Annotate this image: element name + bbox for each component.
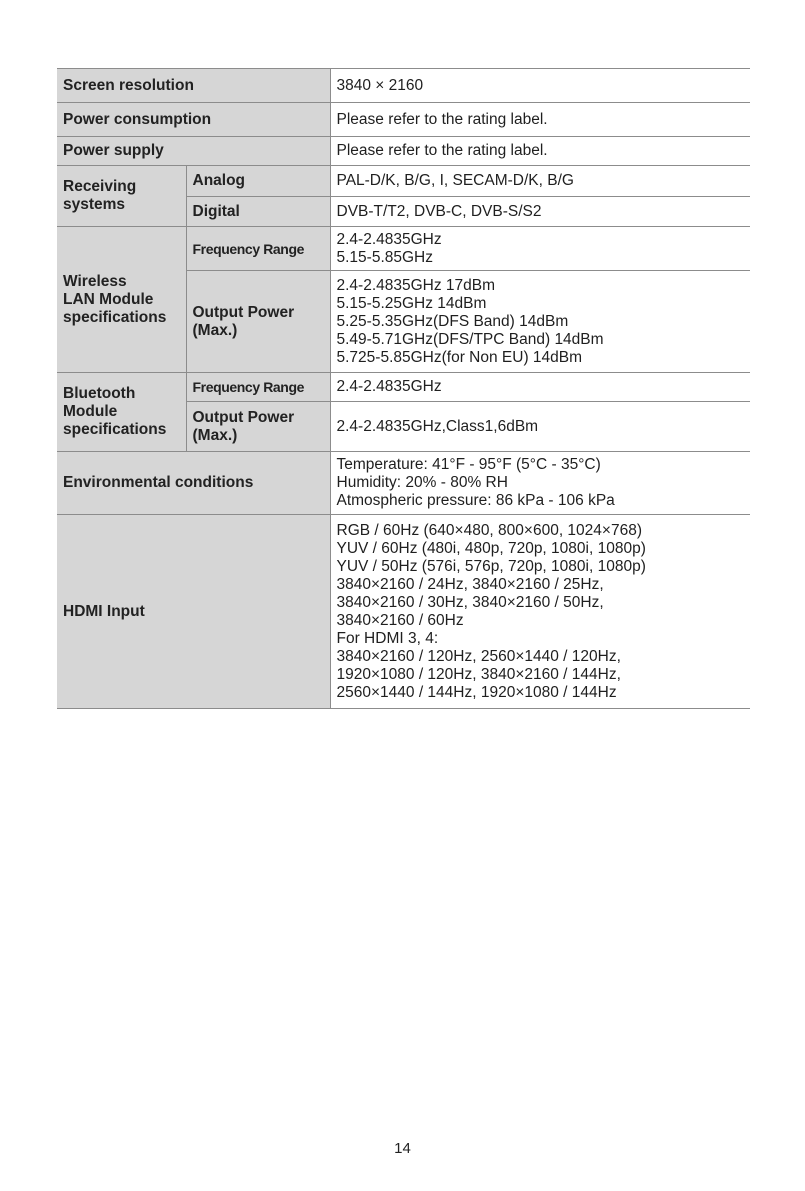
receiving-systems-label-line: systems xyxy=(63,196,126,213)
hdmi-line: 3840×2160 / 60Hz xyxy=(336,611,464,629)
row-wlan-frequency xyxy=(57,227,750,271)
environmental-line: Humidity: 20% - 80% RH xyxy=(336,474,508,491)
screen-resolution-label: Screen resolution xyxy=(57,69,330,103)
power-supply-value: Please refer to the rating label. xyxy=(330,137,750,166)
hdmi-line: RGB / 60Hz (640×480, 800×600, 1024×768) xyxy=(336,521,642,539)
hdmi-line: 3840×2160 / 120Hz, 2560×1440 / 120Hz, xyxy=(336,647,621,665)
wlan-output-power-value xyxy=(330,271,750,373)
wlan-output-power-line: 5.725-5.85GHz(for Non EU) 14dBm xyxy=(336,348,583,366)
wlan-output-power-label-line: Output Power xyxy=(192,303,295,321)
wireless-lan-label-line: specifications xyxy=(63,308,167,326)
row-hdmi-input xyxy=(57,515,750,709)
environmental-line: Temperature: 41°F - 95°F (5°C - 35°C) xyxy=(336,456,601,473)
power-consumption-value: Please refer to the rating label. xyxy=(330,103,750,137)
bluetooth-label-line: specifications xyxy=(63,421,167,438)
bluetooth-output-power-label xyxy=(186,402,330,452)
hdmi-input-value xyxy=(330,515,750,709)
hdmi-line: YUV / 60Hz (480i, 480p, 720p, 1080i, 1080p) xyxy=(336,539,646,557)
bluetooth-label-line: Bluetooth xyxy=(63,385,136,402)
row-screen-resolution xyxy=(57,69,750,103)
hdmi-line: 1920×1080 / 120Hz, 3840×2160 / 144Hz, xyxy=(336,665,621,683)
wlan-output-power-line: 5.25-5.35GHz(DFS Band) 14dBm xyxy=(336,312,569,330)
page-number: 14 xyxy=(394,1140,411,1157)
bluetooth-label xyxy=(57,373,186,452)
wlan-output-power-label-line: (Max.) xyxy=(192,321,238,339)
screen-resolution-value: 3840 × 2160 xyxy=(330,69,750,103)
bluetooth-output-power-label-line: (Max.) xyxy=(192,426,238,444)
bluetooth-output-power-label-line: Output Power xyxy=(192,408,295,426)
wlan-output-power-line: 5.49-5.71GHz(DFS/TPC Band) 14dBm xyxy=(336,330,604,348)
environmental-line: Atmospheric pressure: 86 kPa - 106 kPa xyxy=(336,492,615,509)
wlan-output-power-line: 5.15-5.25GHz 14dBm xyxy=(336,294,487,312)
hdmi-line: 3840×2160 / 24Hz, 3840×2160 / 25Hz, xyxy=(336,575,604,593)
environmental-conditions-label: Environmental conditions xyxy=(57,452,330,515)
bluetooth-frequency-range-label: Frequency Range xyxy=(186,373,330,402)
hdmi-line: 3840×2160 / 30Hz, 3840×2160 / 50Hz, xyxy=(336,593,604,611)
power-consumption-label: Power consumption xyxy=(57,103,330,137)
row-environmental xyxy=(57,452,750,515)
power-supply-label: Power supply xyxy=(57,137,330,166)
row-receiving-analog xyxy=(57,166,750,197)
digital-value: DVB-T/T2, DVB-C, DVB-S/S2 xyxy=(330,197,750,227)
wireless-lan-label-line: Wireless xyxy=(63,272,127,290)
receiving-systems-label xyxy=(57,166,186,227)
wireless-lan-label xyxy=(57,227,186,373)
hdmi-input-label: HDMI Input xyxy=(57,515,330,709)
analog-label: Analog xyxy=(186,166,330,197)
row-power-supply xyxy=(57,137,750,166)
row-power-consumption xyxy=(57,103,750,137)
wireless-lan-label-line: LAN Module xyxy=(63,290,154,308)
bluetooth-label-line: Module xyxy=(63,403,118,420)
wlan-frequency-line: 5.15-5.85GHz xyxy=(336,248,433,266)
digital-label: Digital xyxy=(186,197,330,227)
bluetooth-frequency-range-value: 2.4-2.4835GHz xyxy=(330,373,750,402)
environmental-conditions-value xyxy=(330,452,750,515)
wlan-output-power-line: 2.4-2.4835GHz 17dBm xyxy=(336,276,496,294)
hdmi-line: YUV / 50Hz (576i, 576p, 720p, 1080i, 1080p) xyxy=(336,557,646,575)
wlan-frequency-range-label: Frequency Range xyxy=(186,227,330,271)
hdmi-line: 2560×1440 / 144Hz, 1920×1080 / 144Hz xyxy=(336,683,617,701)
analog-value: PAL-D/K, B/G, I, SECAM-D/K, B/G xyxy=(330,166,750,197)
wlan-frequency-range-value xyxy=(330,227,750,271)
row-bluetooth-frequency xyxy=(57,373,750,402)
bluetooth-output-power-value: 2.4-2.4835GHz,Class1,6dBm xyxy=(330,402,750,452)
hdmi-line: For HDMI 3, 4: xyxy=(336,629,439,647)
receiving-systems-label-line: Receiving xyxy=(63,178,137,195)
wlan-frequency-line: 2.4-2.4835GHz xyxy=(336,230,442,248)
wlan-output-power-label xyxy=(186,271,330,373)
specifications-table xyxy=(57,68,750,709)
